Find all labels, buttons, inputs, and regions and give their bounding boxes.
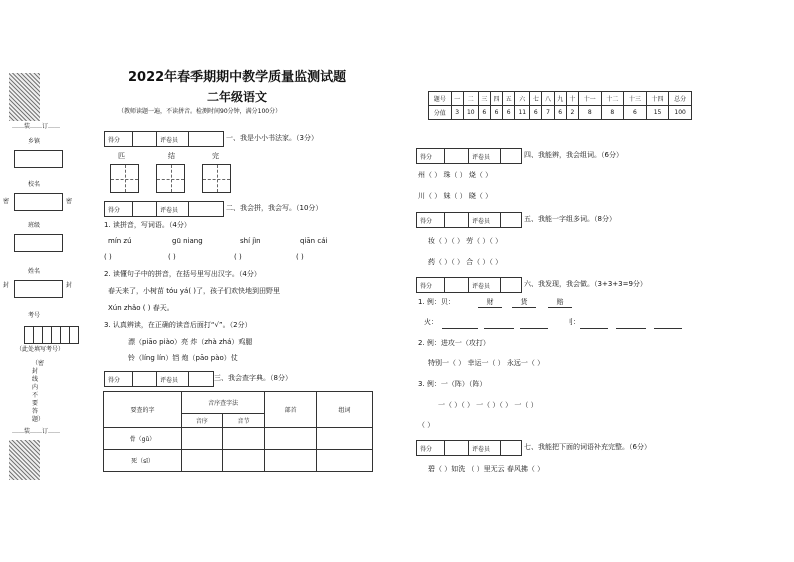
page-title: 2022年春季期期中教学质量监测试题 xyxy=(128,70,347,85)
s2-pinyin-3: shí jìn xyxy=(240,237,261,245)
seal-right-2: 封 xyxy=(66,282,73,289)
s6-ex1-word-3: 赔 xyxy=(548,298,572,308)
score-header-cell: 题号 xyxy=(429,92,452,106)
campus-label: 校名 xyxy=(28,181,41,188)
score-header-cell: 八 xyxy=(542,92,554,106)
school-field[interactable] xyxy=(14,150,63,168)
fire-blank-2[interactable] xyxy=(484,318,514,329)
writing-grid-1[interactable] xyxy=(110,164,139,193)
score-value-cell: 6 xyxy=(478,106,490,120)
class-label: 班级 xyxy=(28,222,41,229)
s2-blank-3[interactable]: ( ) xyxy=(234,253,242,261)
score-box-s6: 得分 评卷员 xyxy=(416,277,522,293)
score-value-cell: 3 xyxy=(451,106,463,120)
s5-line-2: 药（ ）（ ） 合（ ）（ ） xyxy=(428,258,503,266)
row-char-2: 死（sǐ） xyxy=(104,450,182,472)
s5-line-1: 妆（ ）（ ） 劳（ ）（ ） xyxy=(428,237,503,245)
s2-q3-line1: 漂（piāo piào）亮 炸（zhà zhá）鸡腿 xyxy=(128,338,253,346)
s1-title: 一、我是小小书法家。（3分） xyxy=(226,134,318,142)
score-header-cell: 四 xyxy=(490,92,502,106)
cell[interactable] xyxy=(265,428,317,450)
s2-blank-4[interactable]: ( ) xyxy=(296,253,304,261)
s6-ex3: 3. 例：一（阵）（阵） xyxy=(418,380,487,388)
s6-ex1-word-2: 货 xyxy=(512,298,536,308)
class-field[interactable] xyxy=(14,234,63,252)
sidebar-dash-top: ……装……订…… xyxy=(12,123,61,130)
name-field[interactable] xyxy=(14,280,63,298)
s2-pinyin-2: gū niang xyxy=(172,237,203,245)
cell[interactable] xyxy=(316,450,372,472)
score-value-cell: 6 xyxy=(503,106,515,120)
score-header-cell: 十 xyxy=(566,92,578,106)
fill-note: （此处填写考号） xyxy=(16,346,65,353)
s4-title: 四、我能辨，我会组词。（6分） xyxy=(524,151,623,159)
score-box-s2: 得分 评卷员 xyxy=(104,201,224,217)
th-method: 音序查字法 xyxy=(181,392,264,414)
score-header-cell: 十二 xyxy=(601,92,624,106)
cell[interactable] xyxy=(181,450,222,472)
instructions: （教师读题一遍，不读拼音。检测时间90分钟，满分100分） xyxy=(118,108,282,115)
exam-number-boxes[interactable] xyxy=(24,326,79,344)
sidebar-pattern-bottom xyxy=(9,440,40,480)
sidebar-pattern-top xyxy=(9,73,40,121)
score-box-s1: 得分 评卷员 xyxy=(104,131,224,147)
cell[interactable] xyxy=(222,450,265,472)
s2-pinyin-4: qiān cái xyxy=(300,237,328,245)
knife-blank-3[interactable] xyxy=(654,318,682,329)
s1-char-3: 完 xyxy=(212,152,219,160)
s2-q2-line2: Xún zhǎo ( ) 春天。 xyxy=(108,304,174,312)
score-header-cell: 七 xyxy=(530,92,542,106)
s6-ex3-tail: （ ） xyxy=(418,421,435,429)
score-header-cell: 五 xyxy=(503,92,515,106)
s3-title: 三、我会查字典。（8分） xyxy=(214,374,292,382)
s2-q2: 2. 读懂句子中的拼音，在括号里写出汉字。（4分） xyxy=(104,270,261,278)
cell[interactable] xyxy=(181,428,222,450)
score-value-cell: 100 xyxy=(669,106,692,120)
dictionary-table xyxy=(103,391,373,472)
name-label: 姓名 xyxy=(28,268,41,275)
cell[interactable] xyxy=(265,450,317,472)
th-letter: 音序 xyxy=(181,414,222,428)
fire-blank-3[interactable] xyxy=(520,318,548,329)
score-value-cell: 8 xyxy=(601,106,624,120)
s1-char-1: 匹 xyxy=(118,152,125,160)
score-value-cell: 2 xyxy=(566,106,578,120)
knife-blank-1[interactable] xyxy=(580,318,608,329)
seal-left: 密 xyxy=(3,198,10,205)
s2-q2-line1: 春天来了，小树苗 tóu yá( )了，孩子们欢快地到田野里 xyxy=(108,287,281,295)
score-header-cell: 十四 xyxy=(646,92,669,106)
seal-right: 密 xyxy=(66,198,73,205)
score-value-cell: 6 xyxy=(530,106,542,120)
writing-grid-2[interactable] xyxy=(156,164,185,193)
s2-q3: 3. 认真辨读，在正确的读音后面打“√”。（2分） xyxy=(104,321,252,329)
score-value-cell: 10 xyxy=(463,106,478,120)
s2-title: 二、我会拼，我会写。（10分） xyxy=(226,204,323,212)
score-value-cell: 15 xyxy=(646,106,669,120)
campus-field[interactable] xyxy=(14,193,63,211)
score-header-cell: 六 xyxy=(515,92,530,106)
s6-ex2-line: 特别一（ ） 幸运一（ ） 永远一（ ） xyxy=(428,359,545,367)
s2-q3-line2: 铃（líng lín）铛 炮（pāo pào）仗 xyxy=(128,354,238,362)
score-box-s3: 得分 评卷员 xyxy=(104,371,214,387)
score-value-cell: 8 xyxy=(578,106,601,120)
knife-blank-2[interactable] xyxy=(616,318,646,329)
cell[interactable] xyxy=(316,428,372,450)
exam-label: 考号 xyxy=(28,312,41,319)
score-box-s4: 得分 评卷员 xyxy=(416,148,522,164)
score-value-cell: 7 xyxy=(542,106,554,120)
score-value-cell: 6 xyxy=(554,106,566,120)
th-syllable: 音节 xyxy=(222,414,265,428)
page-subtitle: 二年级语文 xyxy=(207,90,268,104)
score-header-cell: 总分 xyxy=(669,92,692,106)
score-header-cell: 二 xyxy=(463,92,478,106)
seal-left-2: 封 xyxy=(3,282,10,289)
s5-title: 五、我能一字组多词。（8分） xyxy=(524,215,616,223)
score-value-cell: 6 xyxy=(490,106,502,120)
s6-knife: 刂： xyxy=(566,318,580,326)
s6-title: 六、我发现，我会做。（3+3+3=9分） xyxy=(524,280,647,288)
fire-blank-1[interactable] xyxy=(442,318,478,329)
s2-blank-1[interactable]: ( ) xyxy=(104,253,112,261)
score-header-cell: 十三 xyxy=(624,92,647,106)
score-value-cell: 11 xyxy=(515,106,530,120)
score-header-cell: 三 xyxy=(478,92,490,106)
score-value-cell: 分值 xyxy=(429,106,452,120)
s6-ex2: 2. 例：进攻一（攻打） xyxy=(418,339,490,347)
s6-ex1: 1. 例：贝： xyxy=(418,298,455,306)
row-char-1: 骨（gǔ） xyxy=(104,428,182,450)
score-value-cell: 6 xyxy=(624,106,647,120)
score-header-cell: 十一 xyxy=(578,92,601,106)
school-label: 乡镇 xyxy=(28,138,41,145)
sidebar-vertical-note: （密封线内不要答题） xyxy=(32,360,45,423)
s1-char-2: 结 xyxy=(168,152,175,160)
th-char: 要查的字 xyxy=(104,392,182,428)
s2-pinyin-1: mín zú xyxy=(108,237,132,245)
s4-line-2: 川（ ） 妹（ ） 晓（ ） xyxy=(418,192,493,200)
sidebar-dash-bottom: ……装……订…… xyxy=(12,428,61,435)
s7-line: 碧（ ）如洗 （ ）里无云 春风拂（ ） xyxy=(428,465,545,473)
s4-line-1: 州（ ） 珠（ ） 烧（ ） xyxy=(418,171,493,179)
s6-ex3-line: 一（ ）（ ） 一（ ）（ ） 一（ ） xyxy=(438,401,538,409)
score-box-s5: 得分 评卷员 xyxy=(416,212,522,228)
s2-q1: 1. 读拼音，写词语。（4分） xyxy=(104,221,191,229)
score-summary-table xyxy=(428,91,692,120)
s6-fire: 火： xyxy=(424,318,438,326)
s7-title: 七、我能把下面的词语补充完整。（6分） xyxy=(524,443,651,451)
th-words: 组词 xyxy=(316,392,372,428)
s2-blank-2[interactable]: ( ) xyxy=(168,253,176,261)
score-header-cell: 一 xyxy=(451,92,463,106)
th-radical: 部首 xyxy=(265,392,317,428)
writing-grid-3[interactable] xyxy=(202,164,231,193)
cell[interactable] xyxy=(222,428,265,450)
score-box-s7: 得分 评卷员 xyxy=(416,440,522,456)
s6-ex1-word-1: 财 xyxy=(478,298,502,308)
score-header-cell: 九 xyxy=(554,92,566,106)
